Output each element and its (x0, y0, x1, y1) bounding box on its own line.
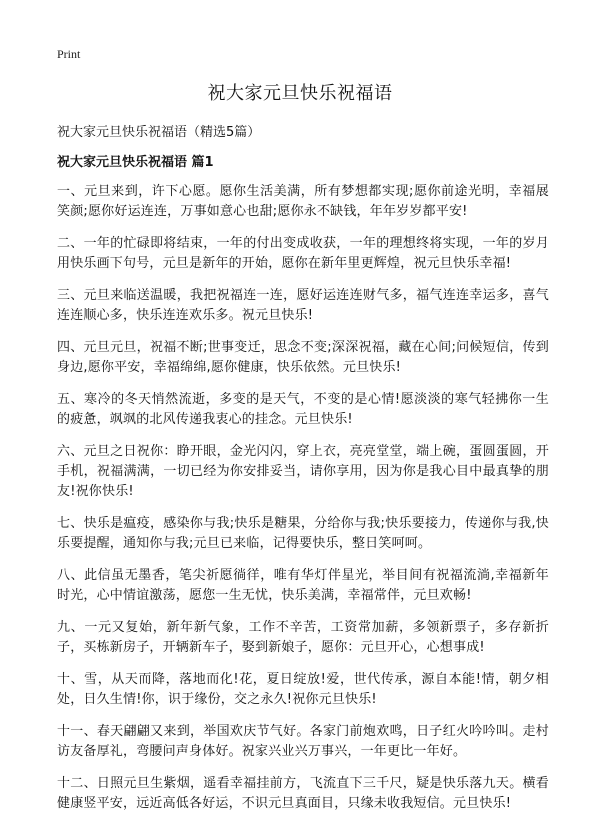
print-link[interactable]: Print (57, 47, 81, 61)
document-subtitle: 祝大家元旦快乐祝福语（精选5篇） (57, 125, 261, 140)
paragraph: 十二、日照元旦生紫烟，遥看幸福挂前方，飞流直下三千尺，疑是快乐落九天。横看健康竖平安，远近高低各好运，不识元旦真面目，只缘未收我短信。元旦快乐! (57, 776, 549, 811)
paragraph: 四、元旦元旦，祝福不断;世事变迁，思念不变;深深祝福，藏在心间;问候短信，传到身边,愿你平安，幸福绵绵,愿你健康，快乐依然。元旦快乐! (57, 340, 549, 375)
paragraph-list (57, 182, 549, 826)
paragraph: 一、元旦来到，许下心愿。愿你生活美满，所有梦想都实现;愿你前途光明，幸福展笑颜;愿你好运连连，万事如意心也甜;愿你永不缺钱，年年岁岁都平安! (57, 184, 549, 219)
paragraph: 七、快乐是瘟疫，感染你与我;快乐是糖果，分给你与我;快乐要接力，传递你与我,快乐要提醒，通知你与我;元旦已来临，记得要快乐，整日笑呵呵。 (57, 516, 549, 551)
paragraph: 六、元旦之日祝你：睁开眼，金光闪闪，穿上衣，亮亮堂堂，端上碗，蛋圆蛋圆，开手机，祝福满满，一切已经为你安排妥当，请你享用，因为你是我心目中最真挚的朋友!祝你快乐! (57, 444, 549, 499)
paragraph: 二、一年的忙碌即将结束，一年的付出变成收获，一年的理想终将实现，一年的岁月用快乐画下句号，元旦是新年的开始，愿你在新年里更辉煌，祝元旦快乐幸福! (57, 236, 549, 271)
paragraph: 十、雪，从天而降，落地而化!花，夏日绽放!爱，世代传承，源自本能!情，朝夕相处，日久生情!你，识于缘份，交之永久!祝你元旦快乐! (57, 672, 549, 707)
paragraph: 九、一元又复始，新年新气象，工作不辛苦，工资常加薪，多领新票子，多存新折子，买栋新房子，开辆新车子，娶到新娘子，愿你：元旦开心，心想事成! (57, 620, 549, 655)
paragraph: 五、寒冷的冬天悄然流逝，多变的是天气，不变的是心情!愿淡淡的寒气轻拂你一生的疲惫，飒飒的北风传递我衷心的挂念。元旦快乐! (57, 392, 549, 427)
document-title: 祝大家元旦快乐祝福语 (207, 83, 393, 104)
section-heading: 祝大家元旦快乐祝福语 篇1 (57, 155, 214, 170)
paragraph: 八、此信虽无墨香，笔尖祈愿徜徉，唯有华灯伴星光，举目间有祝福流淌,幸福新年时光，心中情谊激荡，愿您一生无忧，快乐美满，幸福常伴，元旦欢畅! (57, 568, 549, 603)
paragraph: 三、元旦来临送温暖，我把祝福连一连，愿好运连连财气多，福气连连幸运多，喜气连连顺心多，快乐连连欢乐多。祝元旦快乐! (57, 288, 549, 323)
paragraph: 十一、春天翩翩又来到，举国欢庆节气好。各家门前炮欢鸣，日子红火吟吟叫。走村访友备厚礼，弯腰问声身体好。祝家兴业兴万事兴，一年更比一年好。 (57, 724, 549, 759)
